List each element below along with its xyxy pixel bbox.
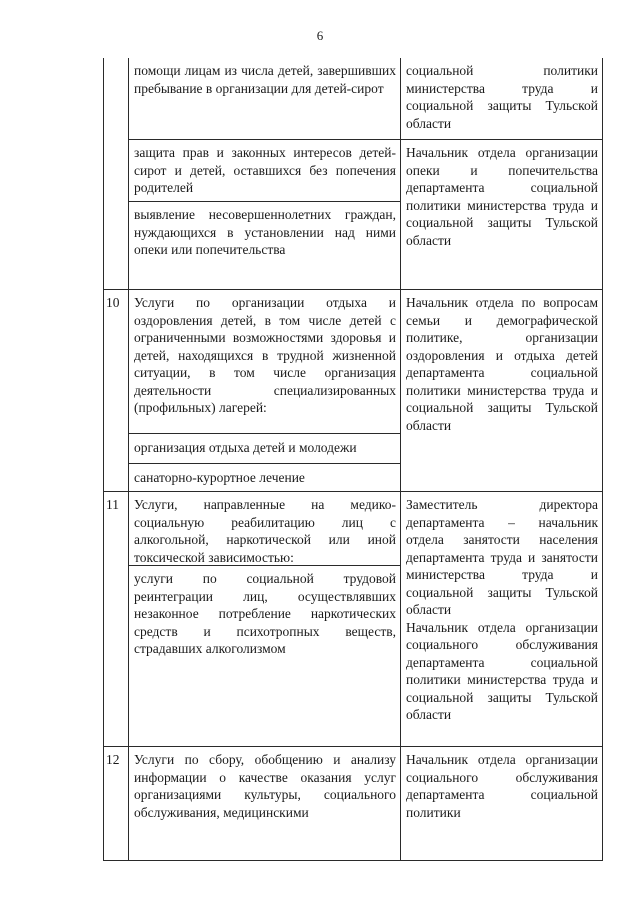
responsible-cell: Начальник отдела по вопросам семьи и демографической политике, организации оздоровления и отдыха детей департамента социальной политики министерства труда и социальной защиты Тульской области bbox=[406, 295, 598, 433]
service-cell: Услуги по сбору, обобщению и анализу информации о качестве оказания услуг организациями культуры, социального обслуживания, медицинскими bbox=[134, 752, 396, 820]
document-table bbox=[103, 58, 603, 861]
responsible-cell: Начальник отдела организации опеки и попечительства департамента социальной политики министерства труда и социальной защиты Тульской области bbox=[406, 145, 598, 248]
responsible-cell: Заместитель директора департамента – начальник отдела занятости населения департамента труда и занятости министерства труда и социальной защиты Тульской области Начальник отдела организации социального обслуживания департамента социальной политики министерства труда и социальной защиты Тульской области bbox=[406, 497, 598, 722]
subrow-separator bbox=[400, 139, 602, 140]
subrow-separator bbox=[128, 433, 400, 434]
row-number: 12 bbox=[106, 752, 120, 767]
service-cell: услуги по социальной трудовой реинтеграции лиц, осуществлявших незаконное потребление наркотических средств и психотропных веществ, страдавших алкоголизмом bbox=[134, 571, 396, 656]
row-number: 10 bbox=[106, 295, 120, 310]
subrow-separator bbox=[128, 139, 400, 140]
service-cell: организация отдыха детей и молодежи bbox=[134, 440, 357, 455]
table-border-left bbox=[103, 58, 104, 861]
table-border-bottom bbox=[103, 860, 603, 861]
row-separator-12 bbox=[103, 746, 603, 747]
column-divider-responsible bbox=[400, 58, 401, 861]
table-border-right bbox=[602, 58, 603, 861]
page-number: 6 bbox=[316, 28, 324, 43]
responsible-cell: Начальник отдела организации социального обслуживания департамента социальной политики bbox=[406, 752, 598, 820]
row-separator-11 bbox=[103, 491, 603, 492]
responsible-cell: социальной политики министерства труда и социальной защиты Тульской области bbox=[406, 63, 598, 131]
service-cell: Услуги, направленные на медико-социальную реабилитацию лиц с алкогольной, наркотической или иной токсической зависимостью: bbox=[134, 497, 396, 565]
column-divider-number bbox=[128, 58, 129, 861]
service-cell: Услуги по организации отдыха и оздоровления детей, в том числе детей с ограниченными возможностями здоровья и детей, находящихся в трудной жизненной ситуации, в том числе организация деятельности специализированных (профильных) лагерей: bbox=[134, 295, 396, 415]
subrow-separator bbox=[128, 201, 400, 202]
service-cell: защита прав и законных интересов детей-сирот и детей, оставшихся без попечения родителей bbox=[134, 145, 396, 195]
service-cell: помощи лицам из числа детей, завершивших пребывание в организации для детей-сирот bbox=[134, 63, 396, 96]
service-cell: выявление несовершеннолетних граждан, нуждающихся в установлении над ними опеки или попечительства bbox=[134, 207, 396, 257]
row-separator-10 bbox=[103, 289, 603, 290]
row-number: 11 bbox=[106, 497, 119, 512]
service-cell: санаторно-курортное лечение bbox=[134, 470, 305, 485]
subrow-separator bbox=[128, 463, 400, 464]
